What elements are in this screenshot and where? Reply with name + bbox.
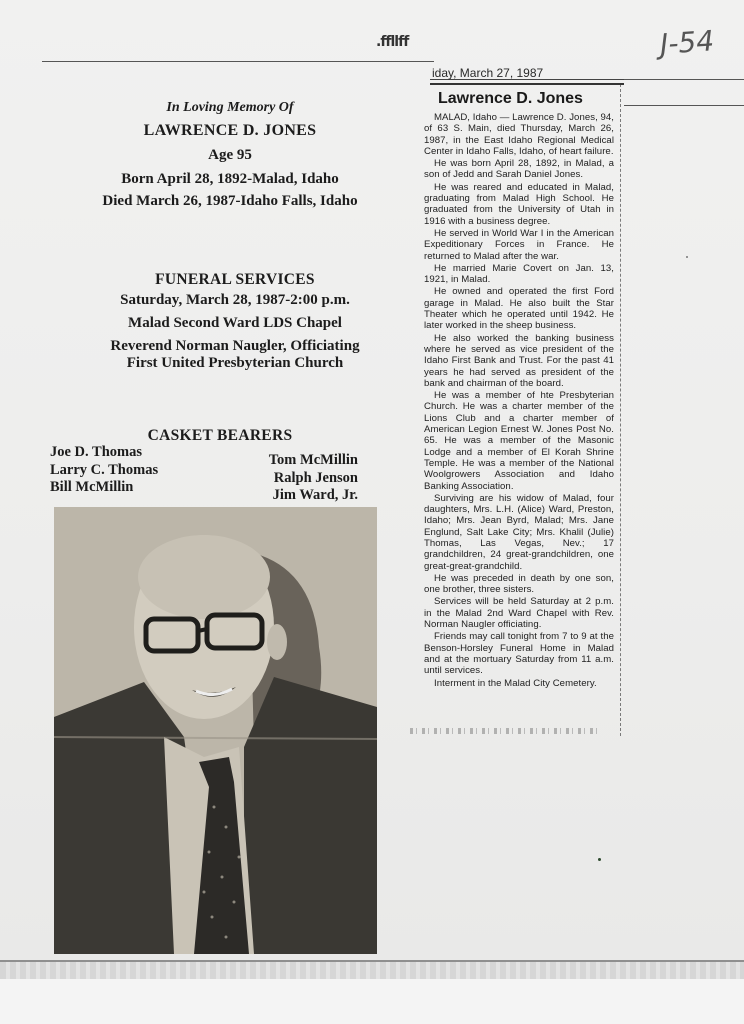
- top-rule-right-2: [624, 105, 744, 106]
- bearer-name: Joe D. Thomas: [50, 444, 142, 460]
- obituary-paragraph: He was born April 28, 1892, in Malad, a son of Jedd and Sarah Daniel Jones.: [424, 158, 614, 181]
- portrait-illustration: [54, 507, 377, 954]
- scanner-bed: [0, 979, 744, 1024]
- obituary-paragraph: He was reared and educated in Malad, graduating from Malad High School. He graduated from the University of Utah in 1916 with a business degree.: [424, 181, 614, 227]
- handwritten-reference: J-54: [658, 24, 716, 61]
- obituary-paragraph: He served in World War I in the American Expeditionary Forces in France. He returned to Malad after the war.: [424, 227, 614, 262]
- bearer-name: Ralph Jenson: [273, 469, 358, 486]
- obituary-title: Lawrence D. Jones: [438, 90, 583, 107]
- bearer-name: Jim Ward, Jr.: [272, 487, 358, 503]
- scanner-edge-strip: [0, 960, 744, 981]
- services-date-time: Saturday, March 28, 1987-2:00 p.m.: [120, 292, 350, 308]
- obituary-paragraph: He also worked the banking business where he served as vice president of the Idaho First Bank and Trust. For the past 41 years he had served as president of the bank and chairman of the board.: [424, 332, 614, 389]
- bearer-name: Larry C. Thomas: [50, 461, 159, 478]
- deceased-age: Age 95: [208, 147, 252, 163]
- deceased-name: LAWRENCE D. JONES: [143, 122, 317, 139]
- casket-bearers-heading: CASKET BEARERS: [147, 427, 293, 444]
- clipping-date: iday, March 27, 1987: [432, 66, 544, 80]
- funeral-services: [90, 271, 380, 372]
- portrait-photo: [54, 507, 377, 954]
- casket-bearers-right: [248, 452, 358, 505]
- obituary-paragraph: Interment in the Malad City Cemetery.: [434, 677, 597, 689]
- obituary-paragraph: Surviving are his widow of Malad, four daughters, Mrs. L.H. (Alice) Ward, Preston, Idaho; Mrs. Jean Byrd, Malad; Mrs. Jane Englund, Salt Lake City; Mrs. Khalil (Julie) Thomas, Las Vegas, Nev.; 17 grandchildren, 24 great-grandchildren, one great-great-grandchild.: [424, 492, 614, 572]
- top-rule-left: [42, 61, 434, 62]
- clipping-torn-edge: [410, 728, 600, 734]
- masthead-glyph: .ffllff: [376, 34, 409, 50]
- obituary-paragraph: He was preceded in death by one son, one brother, three sisters.: [424, 572, 614, 596]
- bearer-name: Bill McMillin: [50, 479, 134, 495]
- death-info: Died March 26, 1987-Idaho Falls, Idaho: [102, 193, 358, 209]
- obituary-paragraph: Friends may call tonight from 7 to 9 at the Benson-Horsley Funeral Home in Malad and at the mortuary Saturday from 11 a.m. until services.: [424, 631, 614, 677]
- officiant-church: First United Presbyterian Church: [126, 355, 344, 371]
- memorial-intro: In Loving Memory Of: [166, 100, 294, 115]
- top-rule-right: [622, 79, 744, 80]
- clipping-top-border: [430, 83, 624, 85]
- obituary-body: [424, 112, 614, 690]
- bearer-name: Tom McMillin: [268, 452, 358, 468]
- services-heading: FUNERAL SERVICES: [155, 271, 315, 288]
- services-officiant: Reverend Norman Naugler, Officiating: [110, 338, 360, 354]
- obituary-paragraph: He owned and operated the first Ford garage in Malad. He also built the Star Theater which he operated until 1942. He later worked in the sheep business.: [424, 286, 614, 332]
- obituary-paragraph: Services will be held Saturday at 2 p.m. in the Malad 2nd Ward Chapel with Rev. Norman Naugler officiating.: [424, 596, 614, 631]
- paper-speck: [686, 256, 688, 258]
- memorial-card: [90, 100, 370, 215]
- birth-info: Born April 28, 1892-Malad, Idaho: [121, 171, 339, 187]
- obituary-paragraph: He was a member of hte Presbyterian Church. He was a charter member of the Lions Club and a charter member of American Legion Ernest W. Jones Post No. 65. He was a member of the Masonic Lodge and a member of El Korah Shrine Temple. He was a member of the National Woolgrowers Association and Idaho Banking Association.: [424, 390, 614, 492]
- obituary-paragraph: He married Marie Covert on Jan. 13, 1921, in Malad.: [424, 262, 614, 286]
- obituary-paragraph: MALAD, Idaho — Lawrence D. Jones, 94, of 63 S. Main, died Thursday, March 26, 1987, in the East Idaho Regional Medical Center in Idaho Falls, Idaho, of heart failure.: [424, 112, 614, 157]
- paper-speck: [598, 858, 601, 861]
- casket-bearers-left: [50, 444, 158, 497]
- services-location: Malad Second Ward LDS Chapel: [128, 315, 342, 331]
